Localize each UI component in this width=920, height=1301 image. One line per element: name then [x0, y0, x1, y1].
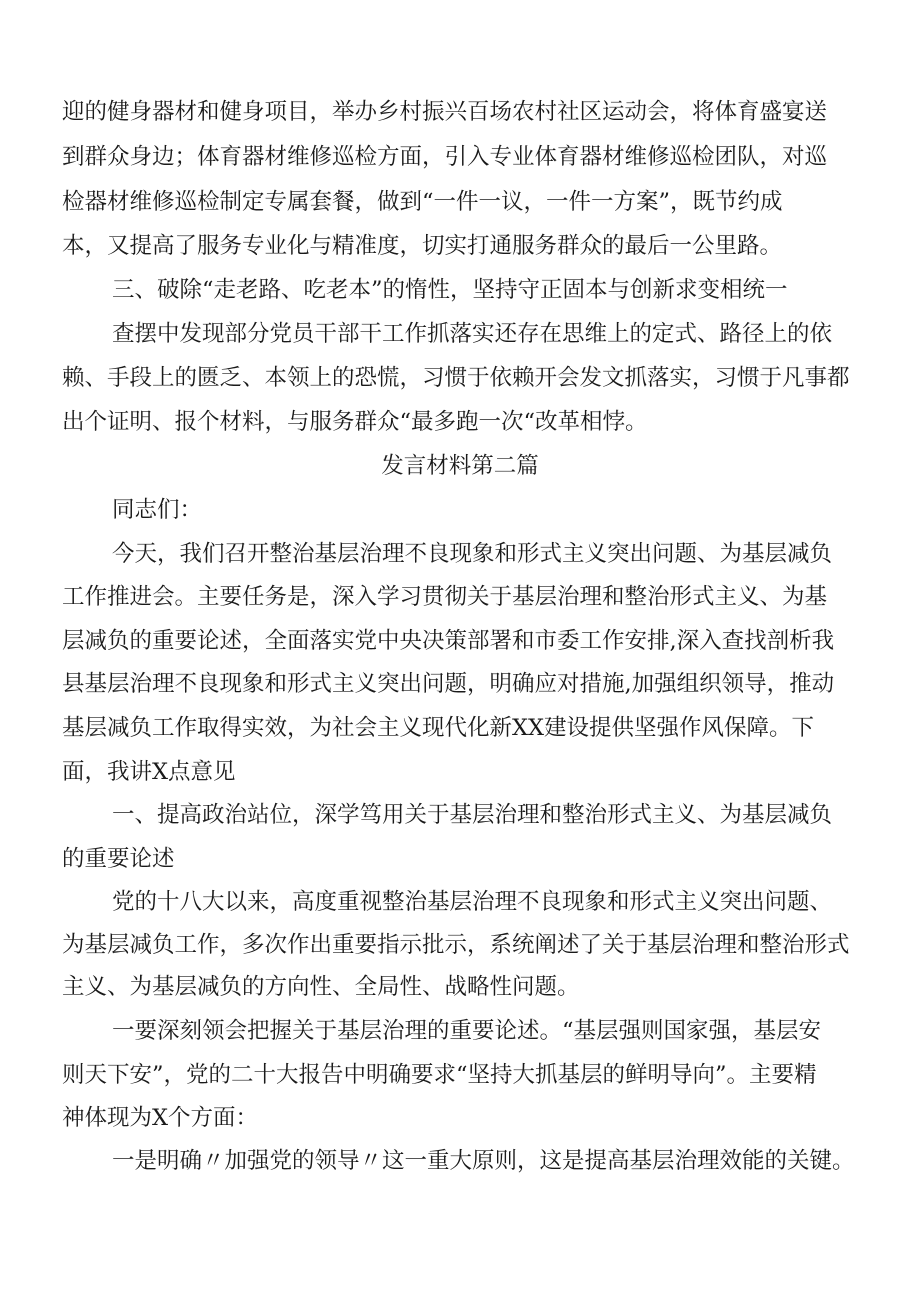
- body-line-6: 查摆中发现部分党员干部干工作抓落实还存在思维上的定式、路径上的依: [112, 321, 833, 347]
- body-line-20: 为基层减负工作，多次作出重要指示批示，系统阐述了关于基层治理和整治形式: [62, 932, 850, 958]
- body-line-24: 神体现为X个方面：: [62, 1105, 259, 1131]
- body-line-7: 赖、手段上的匮乏、本领上的恐慌，习惯于依赖开会发文抓落实，习惯于凡事都: [62, 365, 850, 391]
- body-line-13: 层减负的重要论述，全面落实党中央决策部署和市委工作安排,深入查找剖析我: [62, 628, 835, 654]
- body-line-3: 检器材维修巡检制定专属套餐，做到“一件一议，一件一方案”，既节约成: [62, 189, 783, 215]
- salutation: 同志们：: [112, 497, 203, 523]
- section-heading-1: 一、提高政治站位，深学笃用关于基层治理和整治形式主义、为基层减负: [112, 802, 833, 828]
- body-line-23: 则天下安”，党的二十大报告中明确要求“坚持大抓基层的鲜明导向”。主要精: [62, 1062, 817, 1088]
- body-line-19: 党的十八大以来，高度重视整治基层治理不良现象和形式主义突出问题、: [112, 889, 833, 915]
- body-line-16: 面，我讲X点意见: [62, 759, 236, 785]
- body-line-15: 基层减负工作取得实效，为社会主义现代化新XX建设提供坚强作风保障。下: [62, 715, 815, 741]
- body-line-1: 迎的健身器材和健身项目，举办乡村振兴百场农村社区运动会，将体育盛宴送: [62, 99, 828, 125]
- body-line-21: 主义、为基层减负的方向性、全局性、战略性问题。: [62, 974, 580, 1000]
- body-line-12: 工作推进会。主要任务是，深入学习贯彻关于基层治理和整治形式主义、为基: [62, 584, 828, 610]
- section-heading-3: 三、破除“走老路、吃老本”的惰性，坚持守正固本与创新求变相统一: [112, 277, 788, 303]
- body-line-22: 一要深刻领会把握关于基层治理的重要论述。“基层强则国家强，基层安: [112, 1018, 822, 1044]
- body-line-8: 出个证明、报个材料，与服务群众“最多跑一次“改革相悖。: [62, 409, 648, 435]
- section-heading-1-cont: 的重要论述: [62, 846, 175, 872]
- page-title: 发言材料第二篇: [381, 453, 539, 479]
- body-line-11: 今天，我们召开整治基层治理不良现象和形式主义突出问题、为基层减负: [112, 541, 833, 567]
- body-line-25: 一是明确〃加强党的领导〃这一重大原则，这是提高基层治理效能的关键。: [112, 1148, 855, 1174]
- body-line-2: 到群众身边；体育器材维修巡检方面，引入专业体育器材维修巡检团队，对巡: [62, 144, 828, 170]
- body-line-4: 本，又提高了服务专业化与精准度，切实打通服务群众的最后一公里路。: [62, 233, 783, 259]
- body-line-14: 县基层治理不良现象和形式主义突出问题，明确应对措施,加强组织领导，推动: [62, 671, 835, 697]
